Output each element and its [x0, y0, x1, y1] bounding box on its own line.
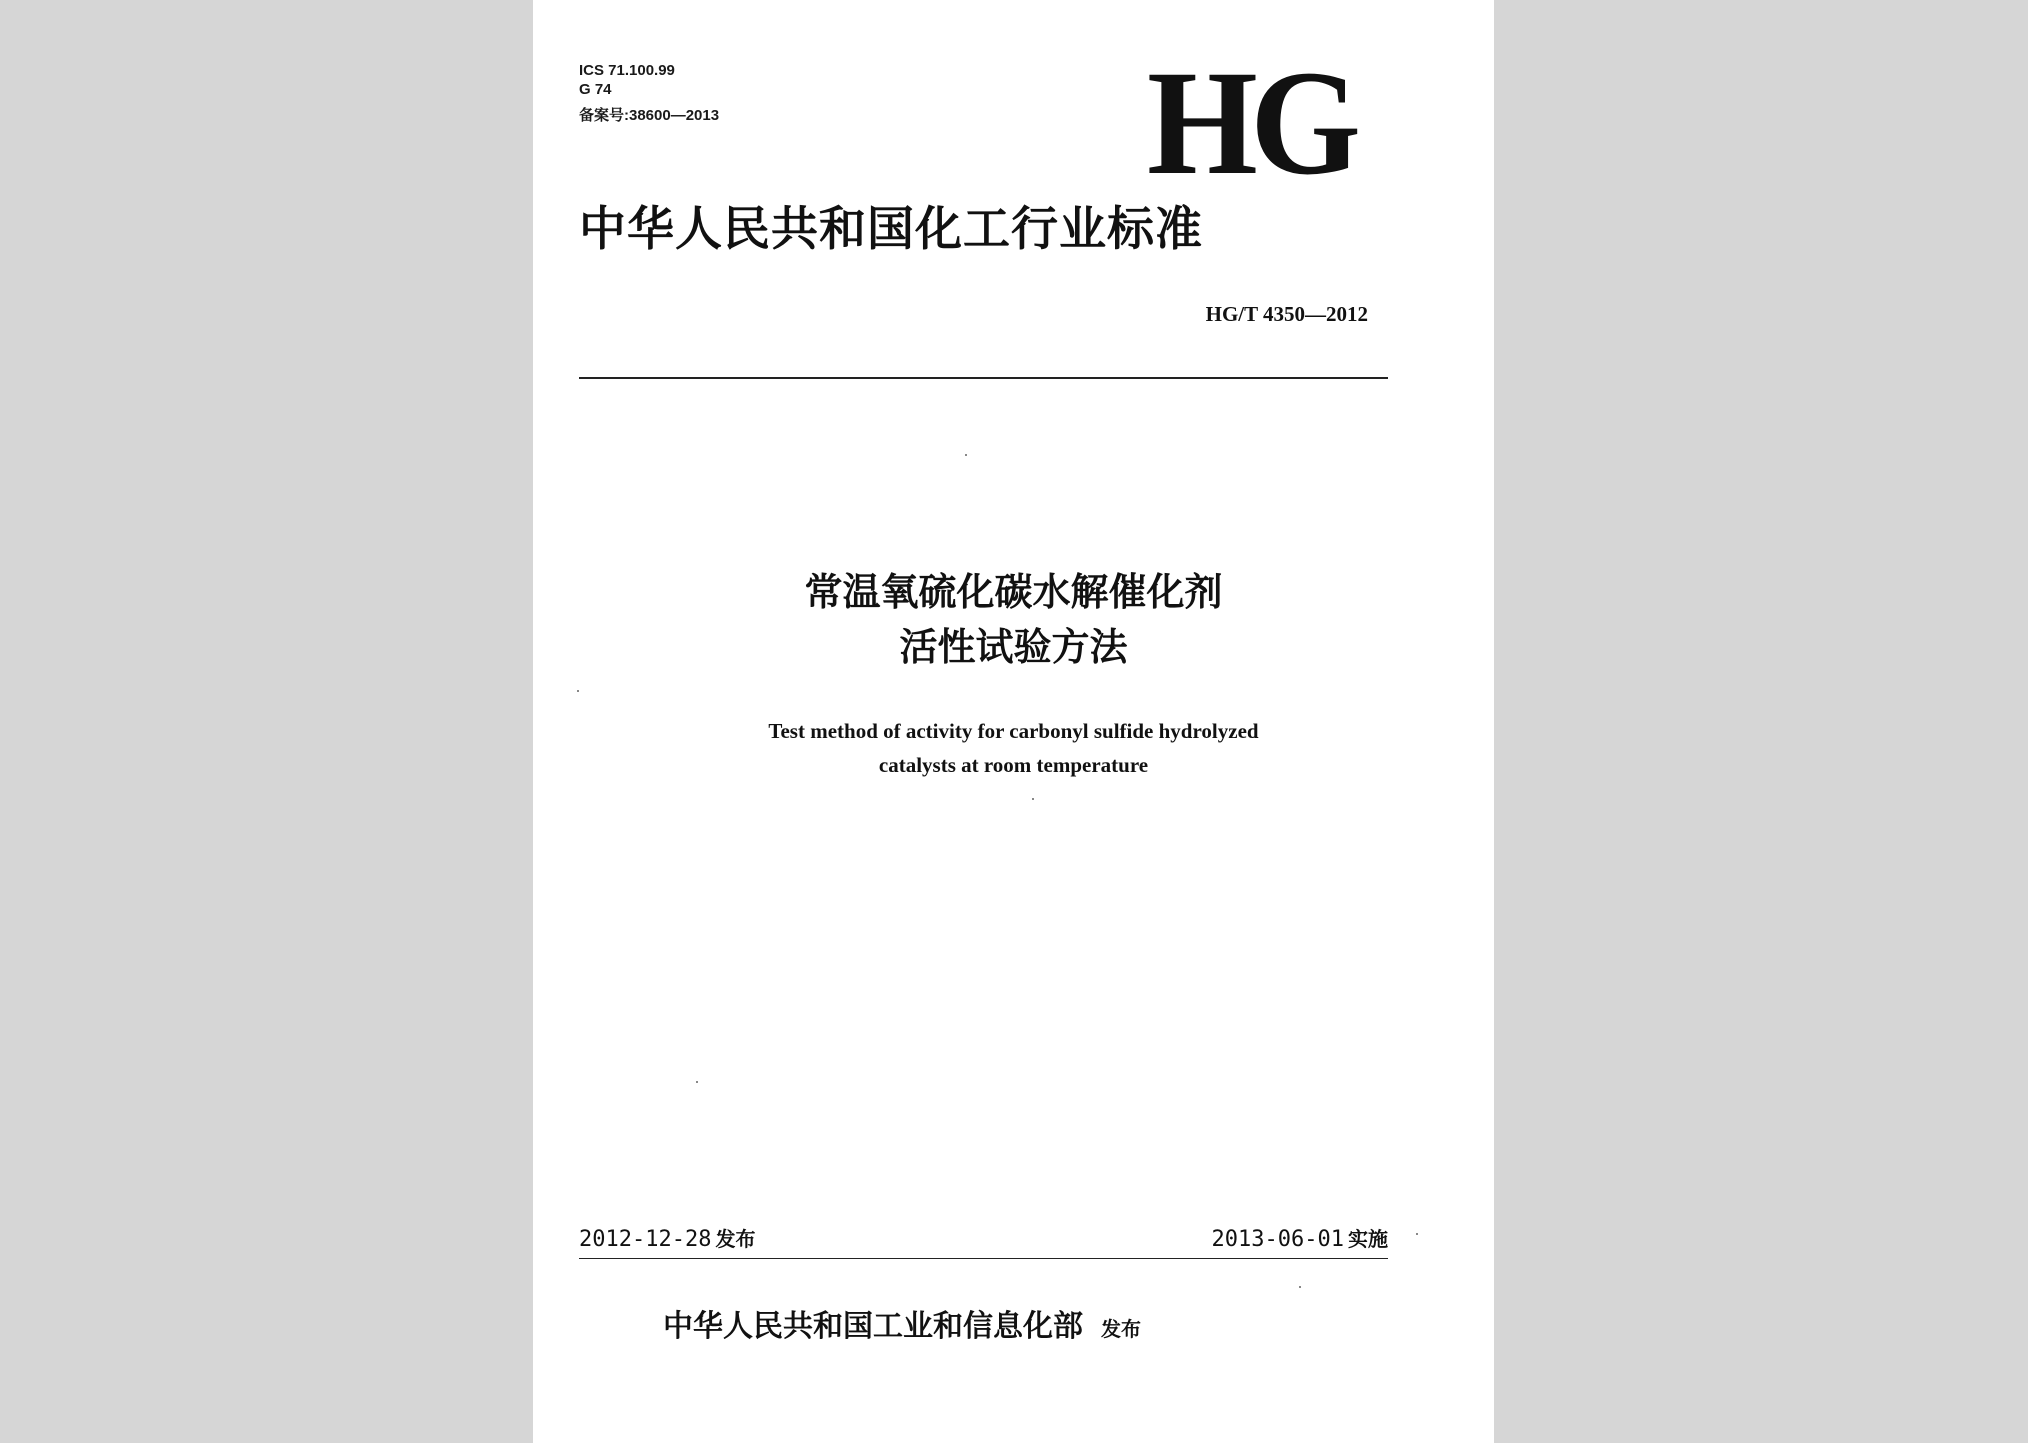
hg-logo: HG: [1147, 40, 1354, 206]
scan-speck: [1416, 1233, 1418, 1235]
chinese-title-line-2: 活性试验方法: [899, 625, 1128, 669]
classification-code: G 74: [579, 81, 612, 98]
header-divider: [579, 377, 1388, 379]
standard-code: HG/T 4350—2012: [1205, 302, 1368, 326]
publisher: [663, 1305, 1141, 1351]
document-page: [533, 0, 1494, 1443]
implement-date-label: 实施: [1348, 1227, 1388, 1251]
implement-date: [1212, 1224, 1388, 1255]
standard-title: 中华人民共和国化工行业标准: [579, 202, 1203, 257]
scan-speck: [696, 1081, 698, 1083]
scan-speck: [1032, 798, 1034, 800]
english-title-line-2: catalysts at room temperature: [878, 753, 1149, 777]
filing-number: 备案号:38600—2013: [579, 107, 720, 124]
issue-date-label: 发布: [715, 1227, 756, 1251]
chinese-title-line-1: 常温氧硫化碳水解催化剂: [804, 570, 1223, 614]
publisher-name: 中华人民共和国工业和信息化部: [663, 1309, 1083, 1344]
footer-divider: [579, 1258, 1388, 1259]
implement-date-value: 2013-06-01: [1211, 1227, 1344, 1252]
english-title-line-1: Test method of activity for carbonyl sulfide hydrolyzed: [768, 719, 1259, 743]
scan-speck: [1299, 1286, 1301, 1288]
issue-date: [579, 1224, 755, 1255]
ics-code: ICS 71.100.99: [579, 62, 675, 79]
publisher-label: 发布: [1101, 1317, 1141, 1341]
scan-speck: [965, 454, 967, 456]
scan-speck: [577, 690, 579, 692]
issue-date-value: 2012-12-28: [579, 1227, 712, 1252]
